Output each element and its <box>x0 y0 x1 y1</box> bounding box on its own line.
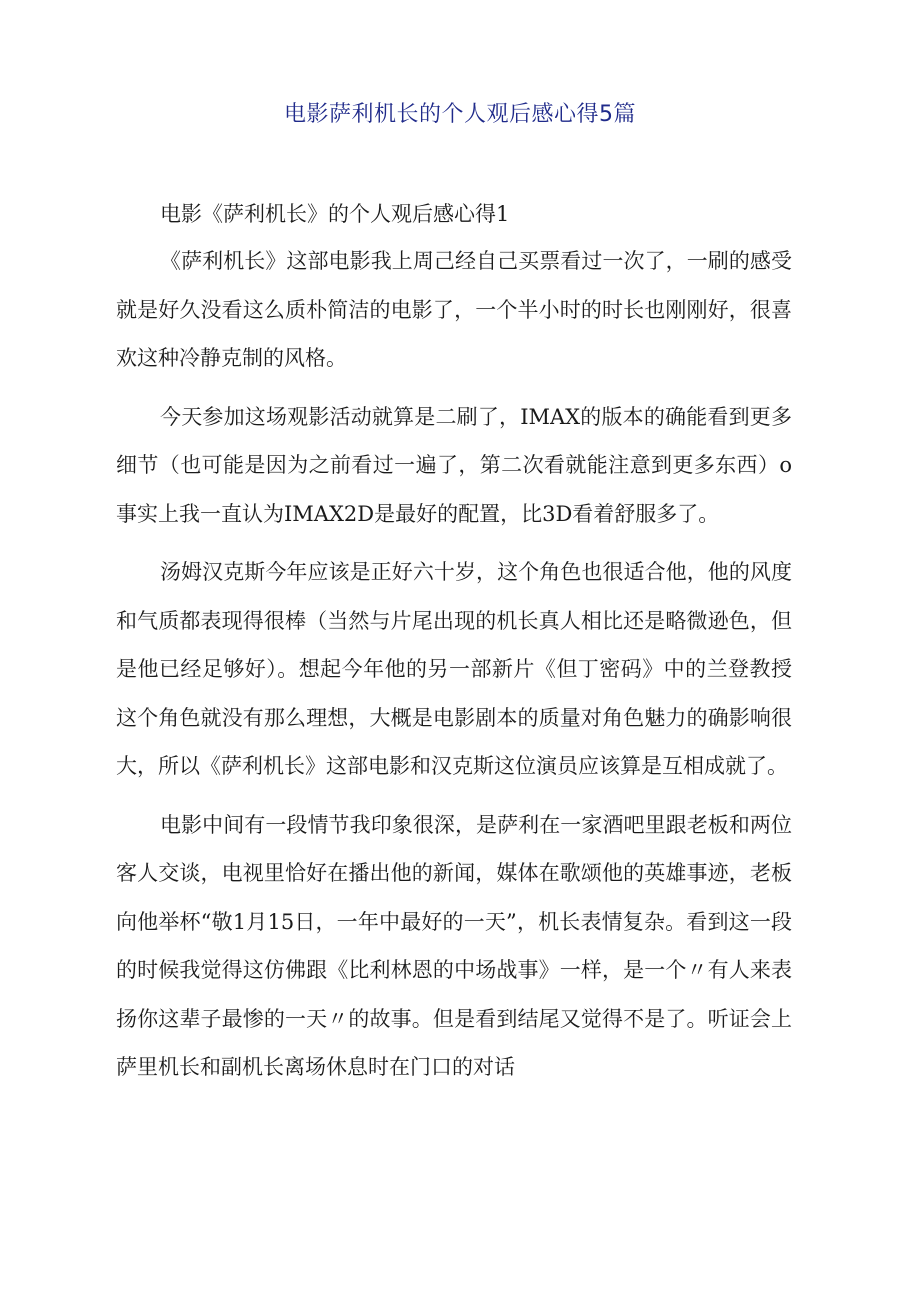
section-heading: 电影《萨利机长》的个人观后感心得1 <box>160 202 510 226</box>
document-title: 电影萨利机长的个人观后感心得5篇 <box>284 102 636 127</box>
paragraph-3: 汤姆汉克斯今年应该是正好六十岁，这个角色也很适合他，他的风度和气质都表现得很棒（当然与片尾出现的机长真人相比还是略微逊色，但是他已经足够好）。想起今年他的另一部新片《但丁密码》中的兰登教授这个角色就没有那么理想，大概是电影剧本的质量对角色魅力的确影响很大，所以《萨利机长》这部电影和汉克斯这位演员应该算是互相成就了。 <box>116 560 792 778</box>
paragraph-2: 今天参加这场观影活动就算是二刷了，IMAX的版本的确能看到更多细节（也可能是因为之前看过一遍了，第二次看就能注意到更多东西）o事实上我一直认为IMAX2D是最好的配置，比3D看着舒服多了。 <box>116 404 792 526</box>
document-body <box>116 195 792 1092</box>
paragraph-4: 电影中间有一段情节我印象很深，是萨利在一家酒吧里跟老板和两位客人交谈，电视里恰好在播出他的新闻，媒体在歌颂他的英雄事迹，老板向他举杯“敬1月15日，一年中最好的一天”，机长表情复杂。看到这一段的时候我觉得这仿佛跟《比利林恩的中场战事》一样，是一个〃有人来表扬你这辈子最惨的一天〃的故事。但是看到结尾又觉得不是了。听证会上萨里机长和副机长离场休息时在门口的对话 <box>116 812 792 1079</box>
paragraph-1: 《萨利机长》这部电影我上周己经自己买票看过一次了，一刷的感受就是好久没看这么质朴简洁的电影了，一个半小时的时长也刚刚好，很喜欢这种冷静克制的风格。 <box>116 249 792 370</box>
